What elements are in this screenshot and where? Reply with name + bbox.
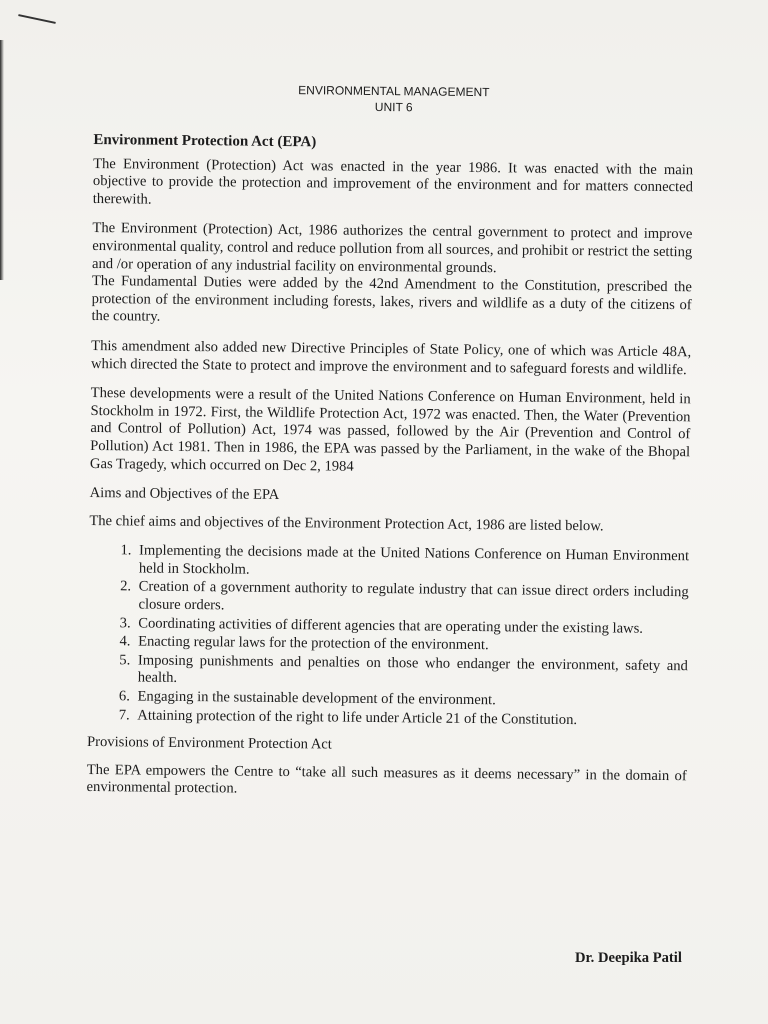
provisions-text: The EPA empowers the Centre to “take all such measures as it deems necessary” in the domain of environmental protection. (86, 761, 687, 797)
course-title: ENVIRONMENTAL MANAGEMENT (298, 83, 490, 100)
paragraph: The Environment (Protection) Act was enacted in the year 1986. It was enacted with the main objective to provide the protection and improvement of the environment and for matters connected therewith. (92, 155, 694, 208)
pen-mark (18, 14, 56, 24)
list-item: 3. Coordinating activities of different agencies that are operating under the existing laws. (134, 615, 688, 638)
section-title: Environment Protection Act (EPA) (93, 131, 317, 151)
aims-intro: The chief aims and objectives of the Environment Protection Act, 1986 are listed below. (89, 512, 604, 535)
paragraph: This amendment also added new Directive Principles of State Policy, one of which was Article 48A, which directed the State to protect and improve the environment and to safeguard forests and wildlife. (90, 337, 692, 378)
list-item: 5. Imposing punishments and penalties on those who endanger the environment, safety and health. (134, 652, 688, 693)
paragraph: The Fundamental Duties were added by the 42nd Amendment to the Constitution, prescribed the protection of the environment including forests, lakes, rivers and wildlife as a duty of the citizens of the country. (91, 273, 692, 326)
document-header (94, 80, 694, 118)
aims-heading: Aims and Objectives of the EPA (89, 485, 280, 504)
list-item: 2. Creation of a government authority to regulate industry that can issue direct orders including closure orders. (134, 579, 688, 620)
provisions-heading: Provisions of Environment Protection Act (86, 734, 332, 753)
list-item: 1. Implementing the decisions made at the United Nations Conference on Human Environment held in Stockholm. (135, 543, 689, 584)
paragraph: These developments were a result of the United Nations Conference on Human Environment, held in Stockholm in 1972. First, the Wildlife Protection Act, 1972 was enacted. Then, the Water (Prevention and Control of Pollution) Act, 1974 was passed, followed by the Air (Prevention and Control of Pollution) Act 1981. Then in 1986, the EPA was passed by the Parliament, in the wake of the Bhopal Gas Tragedy, which occurred on Dec 2, 1984 (89, 385, 691, 475)
list-item: 7. Attaining protection of the right to life under Article 21 of the Constitution. (133, 707, 687, 730)
list-item: 4. Enacting regular laws for the protection of the environment. (134, 634, 688, 657)
page-edge-shadow (0, 40, 4, 280)
document-body (86, 80, 694, 815)
list-item: 6. Engaging in the sustainable development of the environment. (133, 688, 687, 711)
unit-label: UNIT 6 (374, 99, 413, 115)
aims-list (87, 542, 689, 730)
paragraph: The Environment (Protection) Act, 1986 authorizes the central government to protect and improve environmental quality, control and reduce pollution from all sources, and prohibit or restrict the setting and /or operation of any industrial facility on environmental grounds. (91, 220, 693, 276)
author-signature: Dr. Deepika Patil (575, 950, 682, 966)
